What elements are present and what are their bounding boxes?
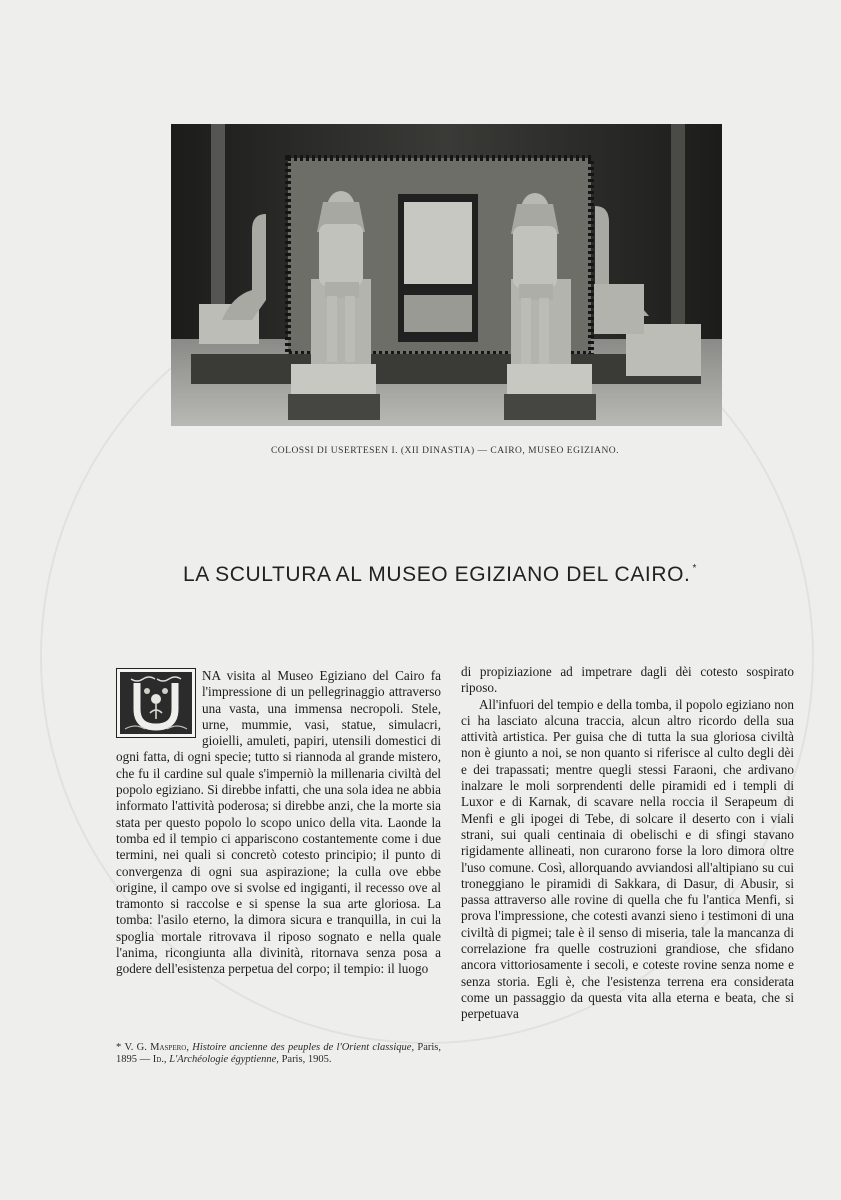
footnote-place-1: Paris, 1895 — [116, 1042, 441, 1065]
article-title-text: LA SCULTURA AL MUSEO EGIZIANO DEL CAIRO. [182, 563, 691, 586]
ornamental-dropcap [116, 668, 196, 738]
text-column-left [116, 668, 441, 978]
paragraph-3: All'infuori del tempio e della tomba, il popolo egiziano non ci ha lasciato alcuna traccia, alcun altro ricordo della sua attività artistica. Per guisa che di tutta la sua gloriosa civiltà non è giunto a noi, se non quanto si riferisce al culto degli dèi e dei trapassati; mentre quegli stessi Faraoni, che ardivano inalzare le moli sorprendenti delle piramidi ed i templi di Luxor e di Karnak, di scavare nella roccia il Serapeum di Menfi e gli ipogei di Tebe, di solcare il deserto con i viali strani, sui quali centinaia di obelischi e di sfingi stavano rigidamente allineati, non curarono forse la loro dimora oltre l'uso comune. Così, allorquando avviandosi all'altipiano su cui troneggiano le piramidi di Sakkara, di Dasur, di Abusir, si passa attraverso alle rovine di quella che fu l'antica Menfi, si prova l'impressione, che cotesti avanzi sieno i testimoni di una civiltà di pigmei; tale è il senso di miseria, tale la mancanza di correlazione fra quelle costruzioni grandiose, che sfidano ancora vittoriosamente i secoli, e coteste rovine senza nome e senza storia. Egli è, che l'esistenza terrena era considerata come un passaggio da questa vita alla eterna e beata, che si perpetuava [461, 696, 794, 1022]
statues-photograph [171, 124, 722, 426]
footnote-work-2: L'Archéologie égyptienne, [169, 1054, 279, 1065]
footnote-work-1: Histoire ancienne des peuples de l'Orient classique, [192, 1042, 415, 1053]
figure-caption: COLOSSI DI USERTESEN I. (XII DINASTIA) — CAIRO, MUSEO EGIZIANO. [270, 446, 620, 456]
footnote-mark: * [116, 1042, 122, 1053]
paragraph-1: NA visita al Museo Egiziano del Cairo fa l'impressione di un pellegrinaggio attraverso una vasta, una immensa necropoli. Stele, urne, mummie, vasi, statue, simulacri, gioielli, amuleti, papiri, utensili domestici di ogni fatta, di ogni specie; tutto si riannoda al grande mistero, che fu il cardine sul quale s'imperniò la millenaria civiltà del popolo egiziano. Si direbbe infatti, che una sola idea ne abbia informato l'attività poderosa; si direbbe anzi, che la morte sia stata per questo popolo lo scopo unico della vita. Laonde la tomba ed il tempio ci appariscono costantemente come i due termini, nei quali si concretò cotesto principio; il punto di convergenza di ogni sua aspirazione; la culla ove ebbe origine, il campo ove si svolse ed ingiganti, il recesso ove al tramonto si raccolse e si spense la sua arte gloriosa. La tomba: l'asilo eterno, la dimora sicura e tranquilla, in cui la spoglia mortale ritrovava il riposo sognato e nella quale l'anima, ricongiunta alla divinità, ritornava senza posa a godere dell'esistenza perpetua del corpo; il tempio: il luogo [116, 668, 441, 977]
museum-statues-photo-icon [171, 124, 722, 426]
footnote [116, 1042, 441, 1066]
paragraph-2: di propiziazione ad impetrare dagli dèi cotesto sospirato riposo. [461, 664, 794, 696]
text-column-right [461, 664, 794, 1023]
footnote-place-2: Paris, 1905. [281, 1054, 332, 1065]
dropcap-letter [195, 669, 196, 670]
title-footnote-mark: * [692, 563, 697, 574]
article-title [150, 563, 730, 587]
footnote-author-1: V. G. Maspero, [124, 1042, 189, 1053]
floral-initial-icon [117, 669, 195, 737]
footnote-author-2: Id., [152, 1054, 167, 1065]
